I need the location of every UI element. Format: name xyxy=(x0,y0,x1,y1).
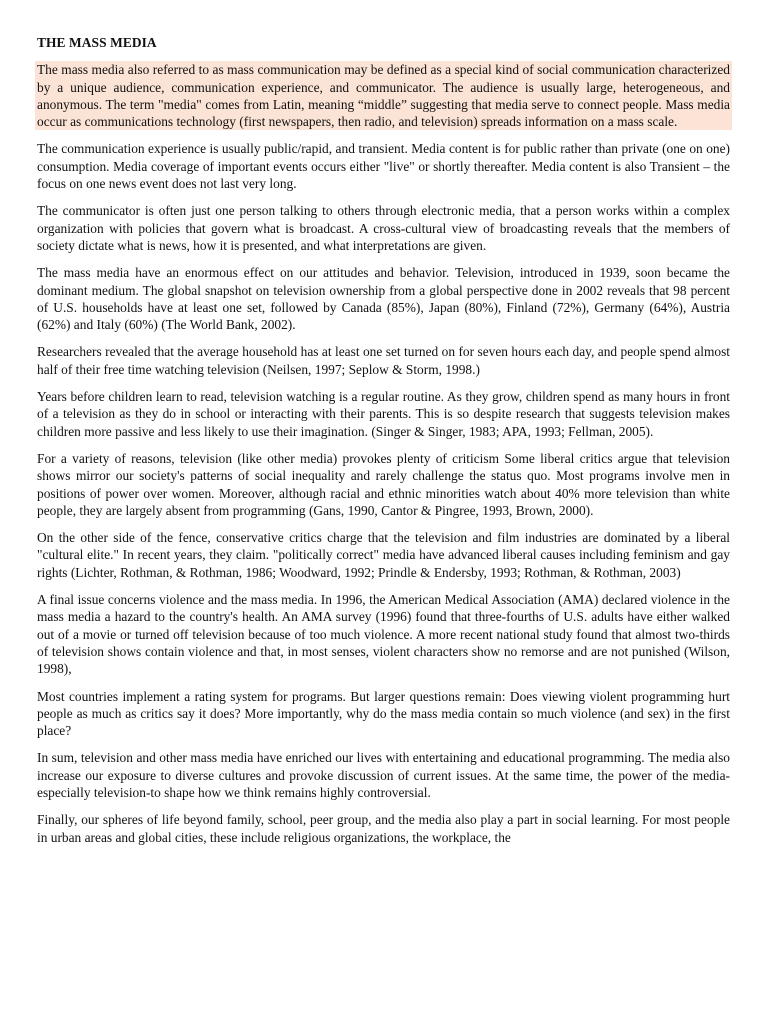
document-page xyxy=(37,34,730,856)
paragraph-liberal-criticism: For a variety of reasons, television (like other media) provokes plenty of criticism Some liberal critics argue that television shows mirror our society's patterns of social inequality and rarely challenge the status quo. Most programs involve men in positions of power over women. Moreover, although racial and ethnic minorities watch about 40% more television than white people, they are largely absent from programming (Gans, 1990, Cantor & Pingree, 1993, Brown, 2000). xyxy=(37,450,730,518)
paragraph-communication-experience: The communication experience is usually public/rapid, and transient. Media content is for public rather than private (one on one) consumption. Media coverage of important events occurs either "live" or shortly thereafter. Media content is also Transient – the focus on one news event does not last very long. xyxy=(37,141,730,192)
paragraph-summary: In sum, television and other mass media have enriched our lives with entertaining and educational programming. The media also increase our exposure to diverse cultures and provoke discussion of current issues. At the same time, the power of the media-especially television-to shape how we think remains highly controversial. xyxy=(37,750,730,800)
paragraph-communicator: The communicator is often just one person talking to others through electronic media, that a person works within a complex organization with policies that govern what is broadcast. A cross-cultural view of broadcasting reveals that the members of society dictate what is news, how it is presented, and what interpretations are given. xyxy=(37,203,730,253)
paragraph-rating-system: Most countries implement a rating system for programs. But larger questions remain: Does viewing violent programming hurt people as much as critics say it does? More importantly, why do the mass media contain so much violence (and sex) in the first place? xyxy=(37,688,730,739)
paragraph-television-ownership: The mass media have an enormous effect on our attitudes and behavior. Television, introduced in 1939, soon became the dominant medium. The global snapshot on television ownership from a global perspective done in 2002 reveals that 98 percent of U.S. households have at least one set, followed by Canada (85%), Japan (80%), Finland (72%), Germany (64%), Austria (62%) and Italy (60%) (The World Bank, 2002). xyxy=(37,265,730,333)
paragraph-conservative-criticism: On the other side of the fence, conservative critics charge that the television and film industries are dominated by a liberal "cultural elite." In recent years, they claim. "politically correct" media have advanced liberal causes including feminism and gay rights (Lichter, Rothman, & Rothman, 1986; Woodward, 1992; Prindle & Endersby, 1993; Rothman, & Rothman, 2003) xyxy=(37,530,730,580)
paragraph-children-television: Years before children learn to read, television watching is a regular routine. As they grow, children spend as many hours in front of a television as they do in school or interacting with their parents. This is so despite research that suggests television makes children more passive and less likely to use their imagination. (Singer & Singer, 1983; APA, 1993; Fellman, 2005). xyxy=(37,389,730,439)
paragraph-household-viewing: Researchers revealed that the average household has at least one set turned on for seven hours each day, and people spend almost half of their free time watching television (Neilsen, 1997; Seplow & Storm, 1998.) xyxy=(37,344,730,377)
paragraph-media-violence: A final issue concerns violence and the mass media. In 1996, the American Medical Association (AMA) declared violence in the mass media a hazard to the country's health. An AMA survey (1996) found that three-fourths of U.S. adults have either walked out of a movie or turned off television because of too much violence. A more recent national study found that almost two-thirds of television shows contain violence and that, in most senses, violent characters show no remorse and are not punished (Wilson, 1998), xyxy=(37,592,730,677)
document-title: THE MASS MEDIA xyxy=(37,35,157,50)
paragraph-definition-highlighted: The mass media also referred to as mass communication may be defined as a special kind of social communication characterized by a unique audience, communication experience, and communicator. The audience is usually large, heterogeneous, and anonymous. The term "media" comes from Latin, meaning “middle” suggesting that media serve to connect people. Mass media occur as communications technology (first newspapers, then radio, and television) spreads information on a mass scale. xyxy=(37,62,730,130)
paragraph-other-spheres: Finally, our spheres of life beyond family, school, peer group, and the media also play a part in social learning. For most people in urban areas and global cities, these include religious organizations, the workplace, the xyxy=(37,812,730,845)
